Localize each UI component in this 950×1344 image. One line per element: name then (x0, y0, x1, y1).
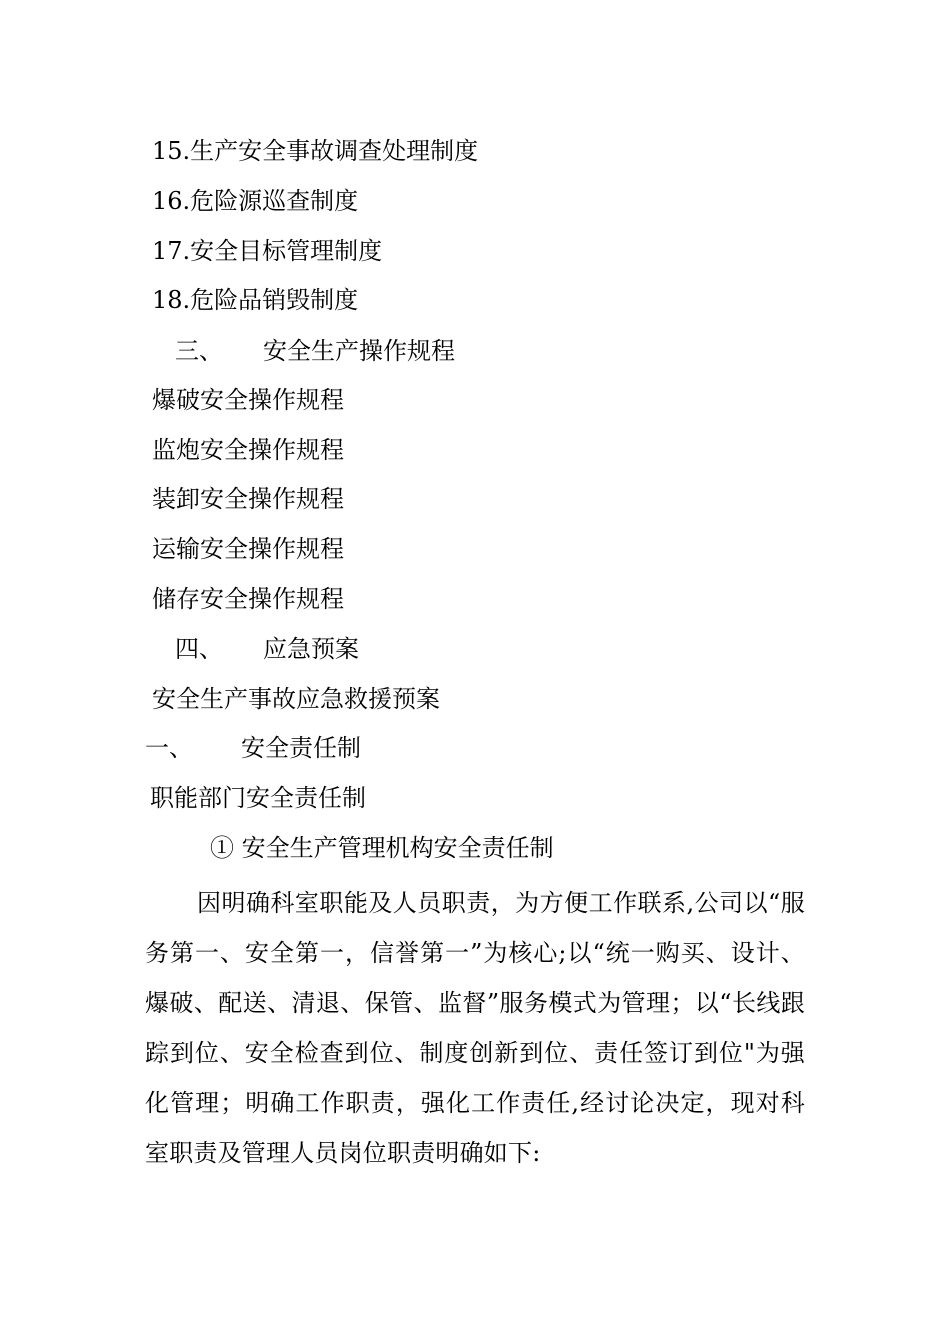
list-item-16: 16.危险源巡查制度 (152, 187, 359, 215)
dept-responsibility-heading: 职能部门安全责任制 (150, 784, 366, 812)
list-item-18: 18.危险品销毁制度 (152, 286, 359, 314)
section-one-title: 安全责任制 (241, 734, 361, 762)
section-three-heading (175, 336, 455, 366)
list-item-17: 17.安全目标管理制度 (152, 237, 383, 265)
list-item-15: 15.生产安全事故调查处理制度 (152, 137, 479, 165)
procedure-loading: 装卸安全操作规程 (152, 485, 344, 513)
section-one-heading (145, 733, 361, 763)
section-four-title: 应急预案 (263, 635, 359, 663)
section-three-number: 三、 (175, 337, 223, 365)
procedure-transport: 运输安全操作规程 (152, 535, 344, 563)
section-three-title: 安全生产操作规程 (263, 337, 455, 365)
section-four-number: 四、 (175, 635, 223, 663)
procedure-blasting: 爆破安全操作规程 (152, 386, 344, 414)
procedure-storage: 储存安全操作规程 (152, 585, 344, 613)
body-paragraph (145, 878, 805, 1178)
section-four-heading (175, 634, 359, 664)
procedure-blast-monitoring: 监炮安全操作规程 (152, 436, 344, 464)
section-one-number: 一、 (145, 734, 193, 762)
emergency-plan-item: 安全生产事故应急救援预案 (152, 685, 440, 713)
paragraph-text: 因明确科室职能及人员职责，为方便工作联系,公司以“服务第一、安全第一，信誉第一”为核心;以“统一购买、设计、爆破、配送、清退、保管、监督”服务模式为管理；以“长线跟踪到位、安全检查到位、制度创新到位、责任签订到位"为强化管理；明确工作职责，强化工作责任,经讨论决定，现对科室职责及管理人员岗位职责明确如下: (145, 889, 805, 1167)
sub-heading: ① 安全生产管理机构安全责任制 (210, 834, 554, 862)
